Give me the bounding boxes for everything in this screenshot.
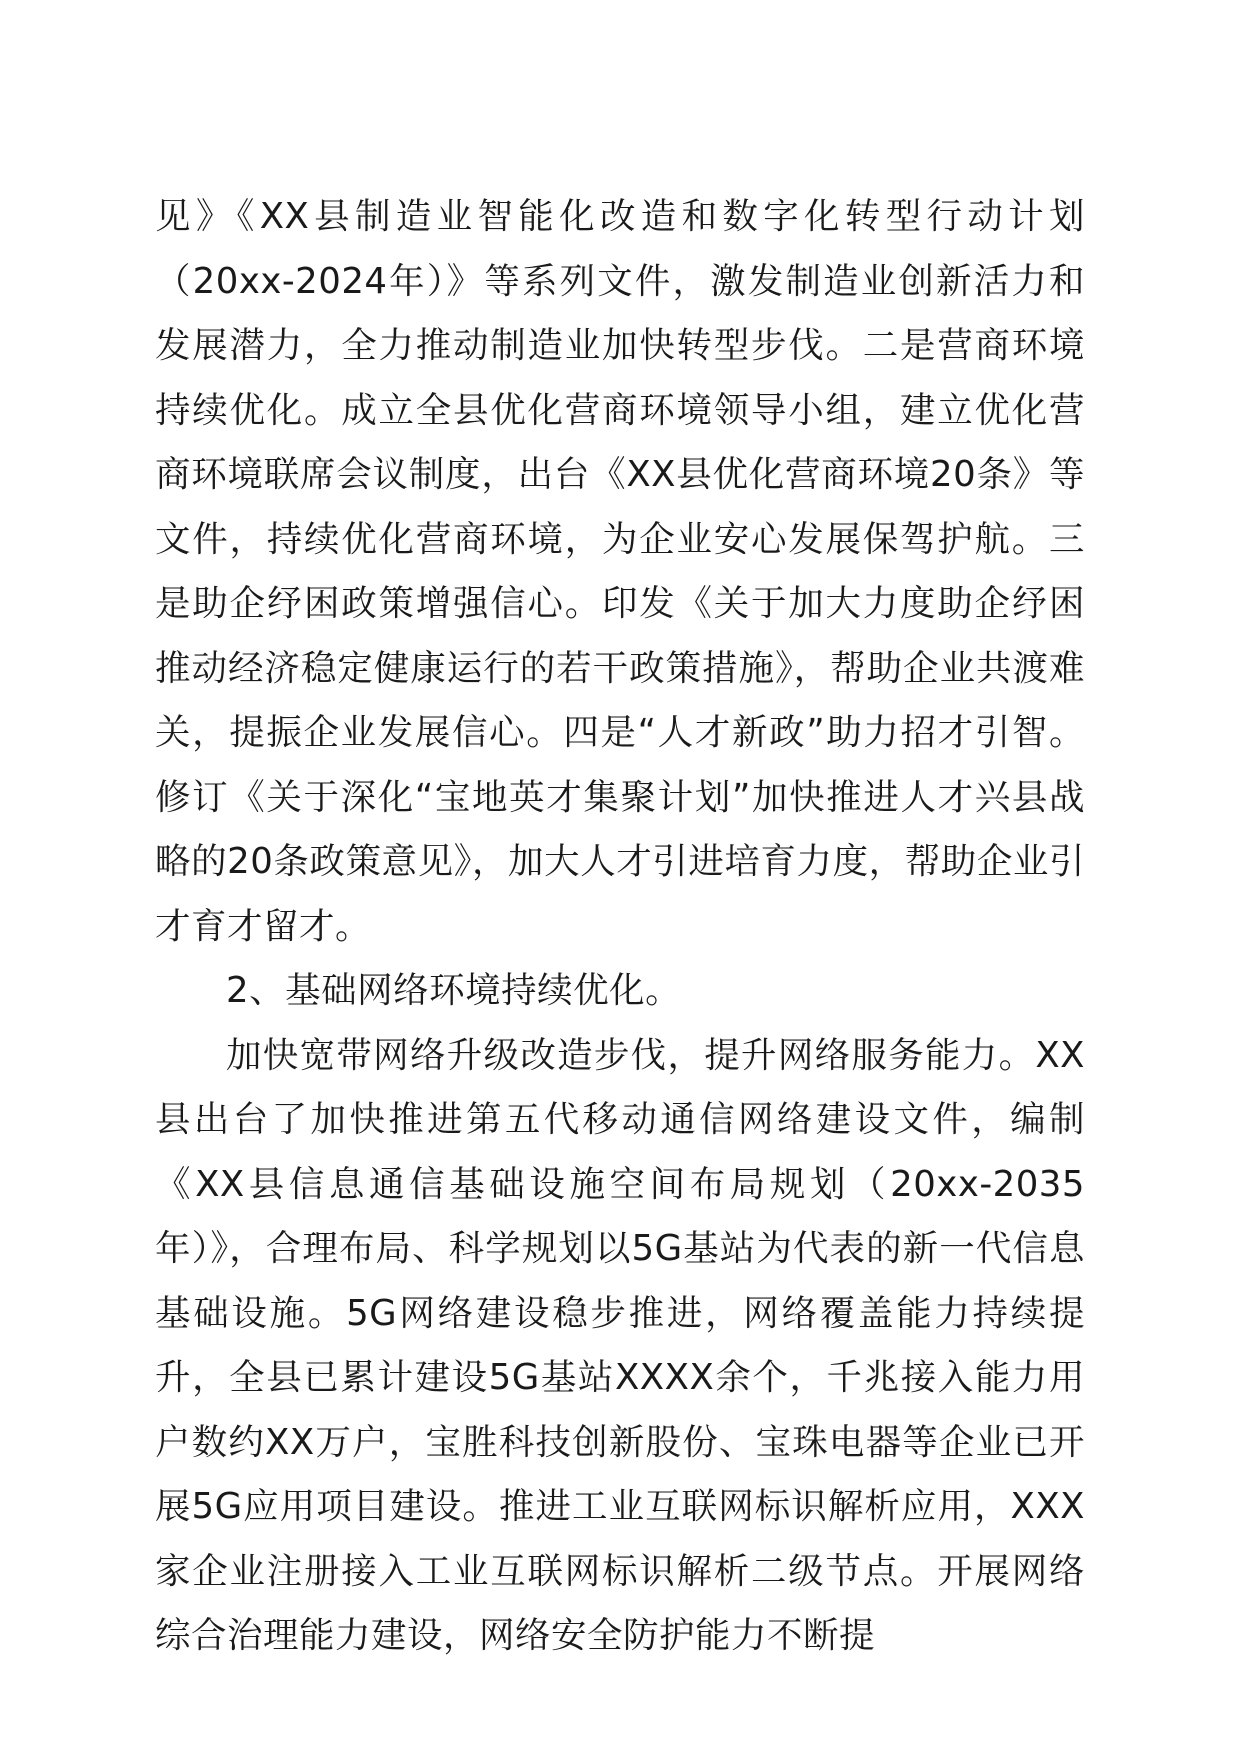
paragraph-network: 加快宽带网络升级改造步伐，提升网络服务能力。XX县出台了加快推进第五代移动通信网络建设文件，编制《XX县信息通信基础设施空间布局规划（20xx-2035年）》，合理布局、科学规划以5G基站为代表的新一代信息基础设施。5G网络建设稳步推进，网络覆盖能力持续提升，全县已累计建设5G基站XXXX余个，千兆接入能力用户数约XX万户，宝胜科技创新股份、宝珠电器等企业已开展5G应用项目建设。推进工业互联网标识解析应用，XXX家企业注册接入工业互联网标识解析二级节点。开展网络综合治理能力建设，网络安全防护能力不断提 — [155, 1034, 1085, 1656]
document-body — [155, 185, 1085, 1669]
section-heading: 2、基础网络环境持续优化。 — [226, 970, 682, 1011]
paragraph-continuation: 见》《XX县制造业智能化改造和数字化转型行动计划（20xx-2024年）》等系列文件，激发制造业创新活力和发展潜力，全力推动制造业加快转型步伐。二是营商环境持续优化。成立全县优化营商环境领导小组，建立优化营商环境联席会议制度，出台《XX县优化营商环境20条》等文件，持续优化营商环境，为企业安心发展保驾护航。三是助企纾困政策增强信心。印发《关于加大力度助企纾困推动经济稳定健康运行的若干政策措施》，帮助企业共渡难关，提振企业发展信心。四是“人才新政”助力招才引智。修订《关于深化“宝地英才集聚计划”加快推进人才兴县战略的20条政策意见》，加大人才引进培育力度，帮助企业引才育才留才。 — [155, 196, 1085, 947]
